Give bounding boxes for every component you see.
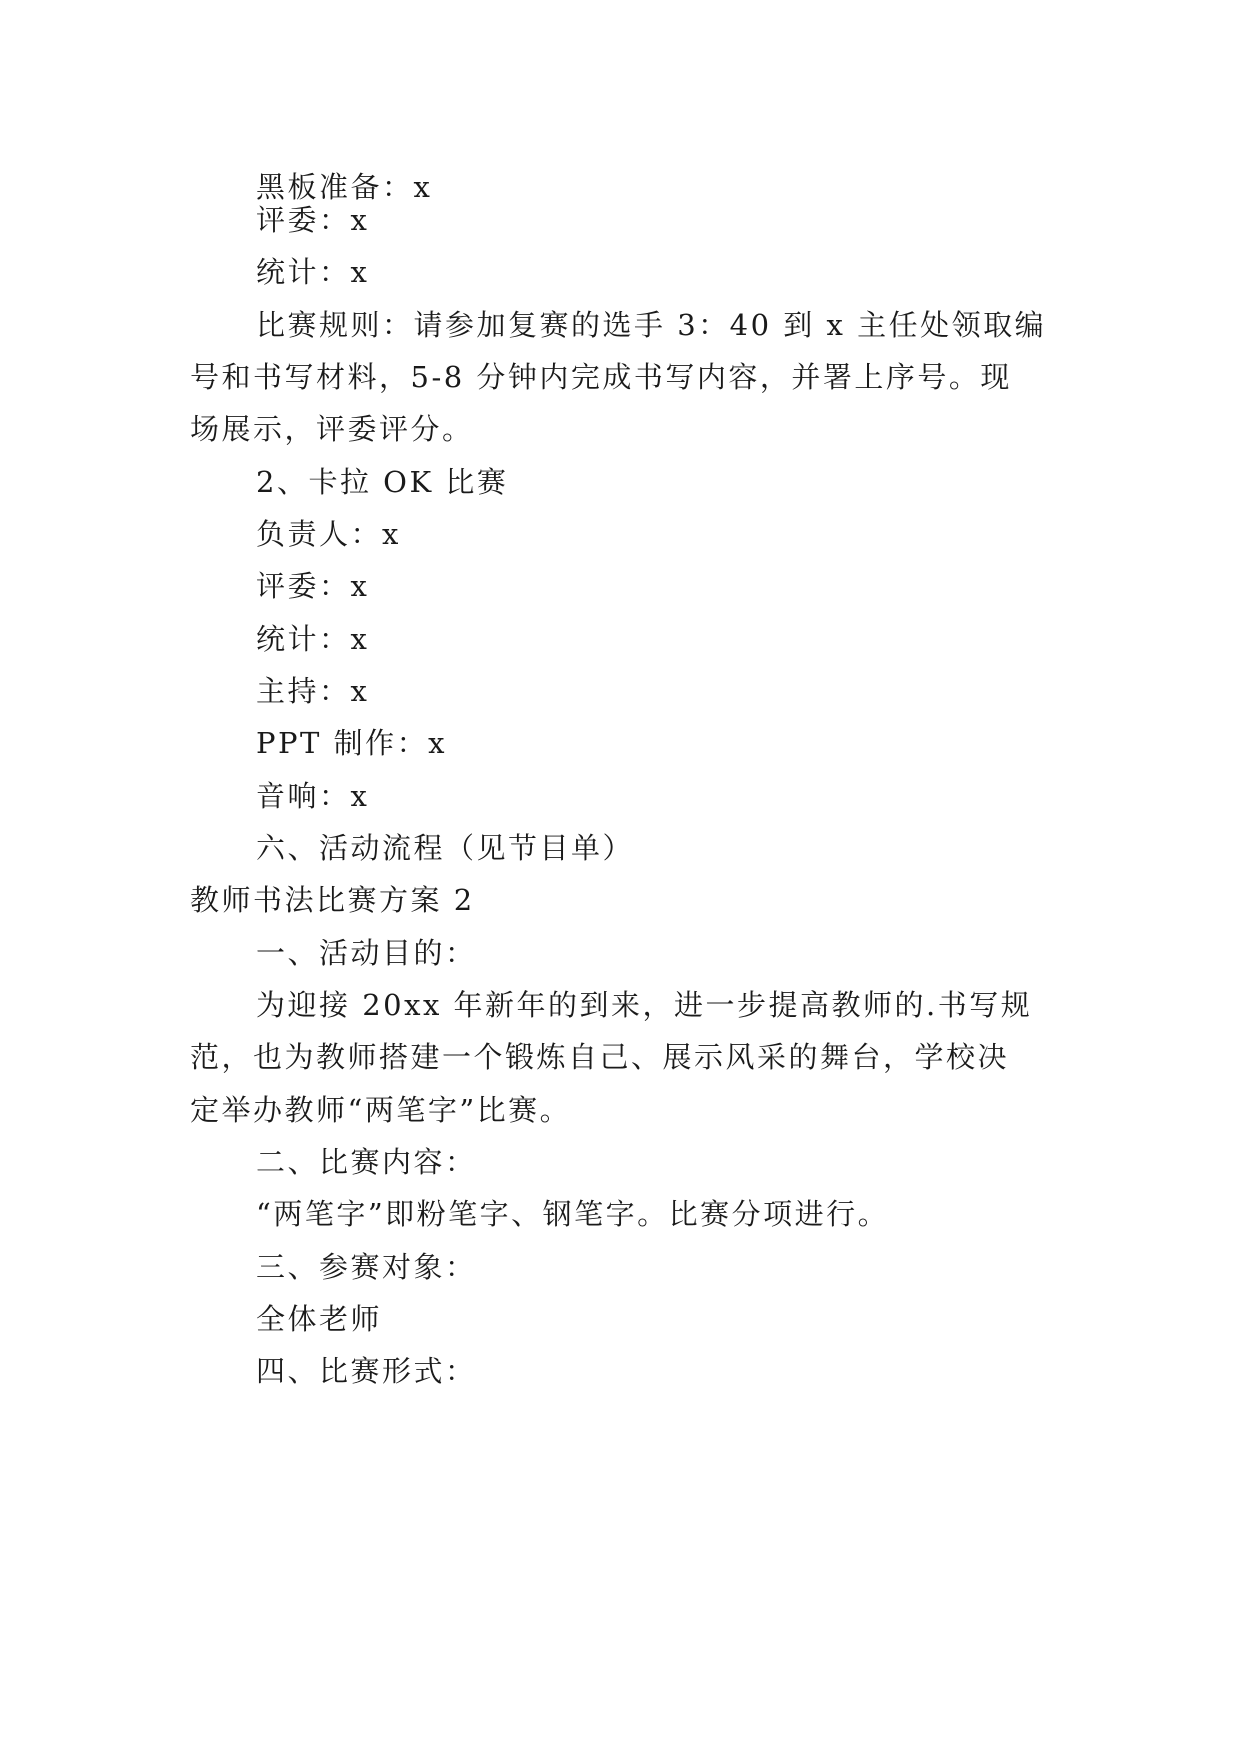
text-line: 二、比赛内容： xyxy=(256,1145,477,1179)
text-line: 一、活动目的： xyxy=(256,936,477,970)
text-line: PPT 制作：x xyxy=(256,726,447,760)
text-line: 统计：x xyxy=(256,622,370,656)
text-line: 全体老师 xyxy=(256,1302,383,1336)
text-line: 2、卡拉 OK 比赛 xyxy=(256,465,509,499)
section-title: 教师书法比赛方案 2 xyxy=(190,883,475,917)
text-line: 统计：x xyxy=(256,255,370,289)
text-line: 范，也为教师搭建一个锻炼自己、展示风采的舞台，学校决 xyxy=(190,1040,1010,1074)
text-line: 为迎接 20xx 年新年的到来，进一步提高教师的.书写规 xyxy=(256,988,1033,1022)
text-line: “两笔字”即粉笔字、钢笔字。比赛分项进行。 xyxy=(256,1197,890,1231)
text-line: 比赛规则：请参加复赛的选手 3：40 到 x 主任处领取编 xyxy=(256,308,1047,342)
text-line: 六、活动流程（见节目单） xyxy=(256,831,635,865)
text-line: 四、比赛形式： xyxy=(256,1354,477,1388)
text-line: 三、参赛对象： xyxy=(256,1250,477,1284)
text-line: 音响：x xyxy=(256,779,370,813)
text-line: 定举办教师“两笔字”比赛。 xyxy=(190,1093,572,1127)
text-line: 主持：x xyxy=(256,674,370,708)
text-line: 号和书写材料，5-8 分钟内完成书写内容，并署上序号。现 xyxy=(190,360,1012,394)
text-line: 评委：x xyxy=(256,203,370,237)
text-line: 评委：x xyxy=(256,569,370,603)
text-line: 负责人：x xyxy=(256,517,401,551)
text-line: 黑板准备：x xyxy=(256,170,433,204)
text-line: 场展示，评委评分。 xyxy=(190,412,474,446)
